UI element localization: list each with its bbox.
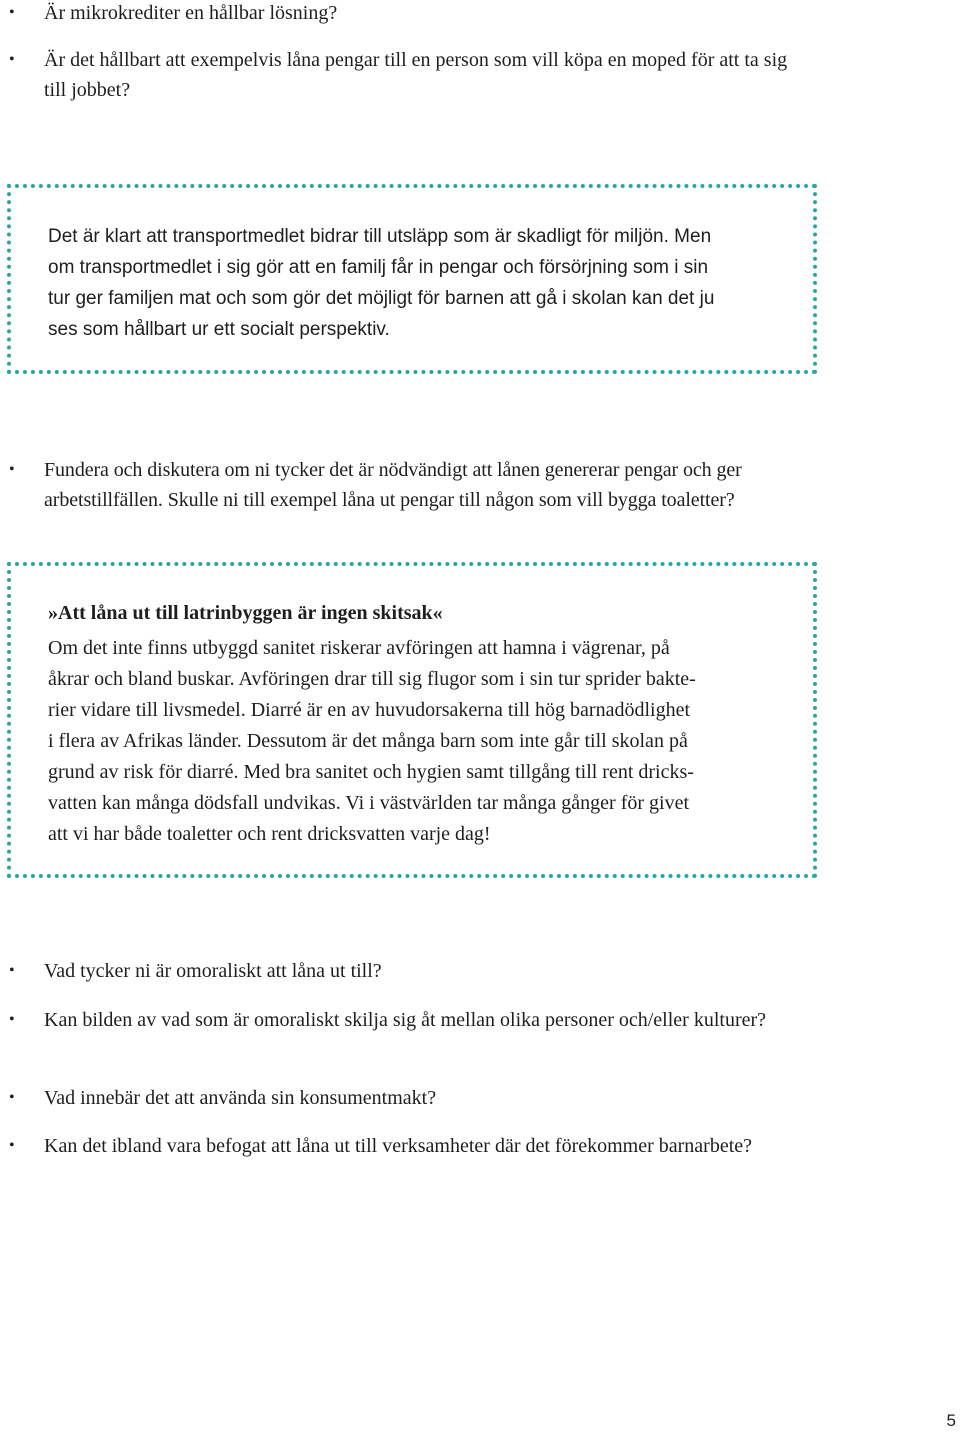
box-text-line: åkrar och bland buskar. Avföringen drar till sig flugor som i sin tur sprider bakte- [48, 668, 696, 690]
bullet-icon: • [9, 1011, 15, 1028]
question-text: Vad innebär det att använda sin konsumentmakt? [44, 1087, 437, 1109]
box-text-line: om transportmedlet i sig gör att en familj får in pengar och försörjning som i sin [48, 257, 709, 278]
box-text-line: ses som hållbart ur ett socialt perspektiv. [48, 319, 390, 340]
question-text: Kan bilden av vad som är omoraliskt skilja sig åt mellan olika personer och/eller kulturer? [44, 1009, 767, 1031]
question-item [9, 956, 844, 986]
question-text: Fundera och diskutera om ni tycker det är nödvändigt att lånen genererar pengar och ger arbetstillfällen. Skulle ni till exempel låna ut pengar till någon som vill bygga toaletter? [44, 459, 742, 511]
bullet-icon: • [9, 51, 15, 68]
box-text-line: Om det inte finns utbyggd sanitet riskerar avföringen att hamna i vägrenar, på [48, 637, 670, 659]
question-item [9, 1131, 764, 1161]
bullet-icon: • [9, 1089, 15, 1106]
question-item [9, 1005, 804, 1035]
bullet-icon: • [9, 4, 15, 21]
info-box-sustainability [7, 184, 817, 374]
question-text: Är mikrokrediter en hållbar lösning? [44, 2, 338, 24]
bullet-icon: • [9, 1137, 15, 1154]
page-number: 5 [946, 1411, 956, 1430]
question-text: Kan det ibland vara befogat att låna ut till verksamheter där det förekommer barnarbete? [44, 1135, 753, 1157]
box-text-line: Det är klart att transportmedlet bidrar till utsläpp som är skadligt för miljön. Men [48, 226, 712, 247]
bullet-icon: • [9, 461, 15, 478]
question-text: Är det hållbart att exempelvis låna pengar till en person som vill köpa en moped för att ta sig till jobbet? [44, 49, 788, 101]
box-text-line: i flera av Afrikas länder. Dessutom är det många barn som inte går till skolan på [48, 730, 688, 752]
info-box-latrines [7, 562, 817, 878]
box-text-line: vatten kan många dödsfall undvikas. Vi i västvärlden tar många gånger för givet [48, 792, 690, 814]
box-text-line: rier vidare till livsmedel. Diarré är en av huvudorsakerna till hög barnadödlighet [48, 699, 691, 721]
box-text-line: tur ger familjen mat och som gör det möjligt för barnen att gå i skolan kan det ju [48, 288, 715, 309]
question-item [9, 455, 824, 515]
question-item [9, 0, 844, 28]
box-text-line: att vi har både toaletter och rent dricksvatten varje dag! [48, 823, 491, 845]
question-item [9, 1083, 844, 1113]
bullet-icon: • [9, 962, 15, 979]
question-text: Vad tycker ni är omoraliskt att låna ut till? [44, 960, 382, 982]
question-item [9, 45, 814, 105]
box-heading: »Att låna ut till latrinbyggen är ingen skitsak« [48, 602, 443, 624]
box-text-line: grund av risk för diarré. Med bra sanitet och hygien samt tillgång till rent dricks- [48, 761, 694, 783]
